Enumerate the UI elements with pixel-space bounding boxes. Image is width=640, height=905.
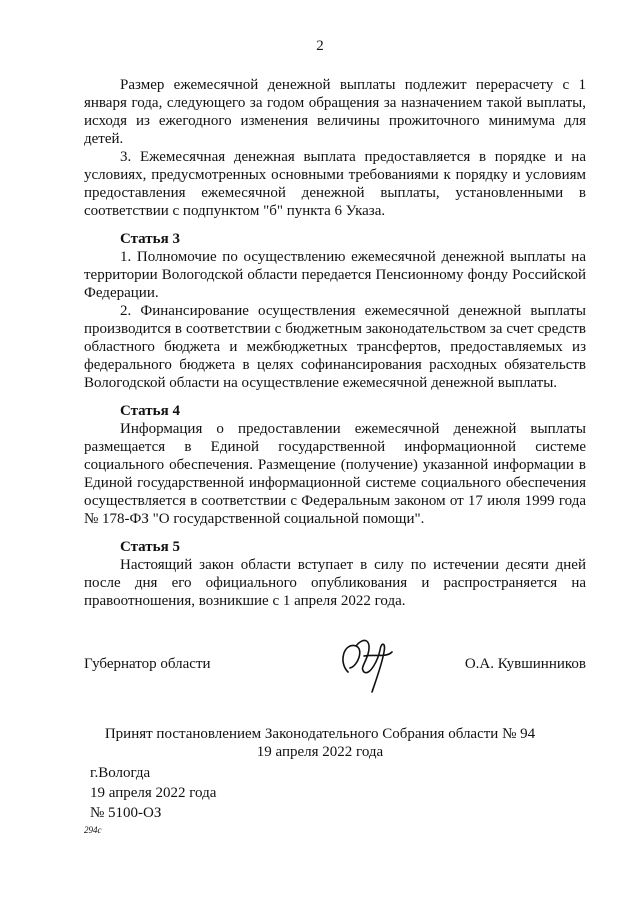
document-code: 294с	[84, 825, 102, 835]
adoption-line-2: 19 апреля 2022 года	[256, 744, 384, 760]
article-4-paragraph: Информация о предоставлении ежемесячной денежной выплаты размещается в Единой государственной информационной системе социального обеспечения. Размещение (получение) указанной информации в Единой государственной информационной системе социального обеспечения осуществляется в соответствии с Федеральным законом от 17 июля 1999 года № 178-ФЗ "О государственной социальной помощи".	[84, 421, 586, 527]
signer-position: Губернатор области	[84, 656, 211, 672]
paragraph-3: 3. Ежемесячная денежная выплата предоставляется в порядке и на условиях, предусмотренных основными требованиями к порядку и условиям предоставления ежемесячной денежной выплаты, установленными в соответствии с подпунктом "б" пункта 6 Указа.	[84, 149, 586, 219]
article-3-paragraph-2: 2. Финансирование осуществления ежемесячной денежной выплаты производится в соответствии с бюджетным законодательством за счет средств областного бюджета и межбюджетных трансфертов, предоставляемых из федерального бюджета в целях софинансирования расходных обязательств Вологодской области на осуществление ежемесячной денежной выплаты.	[84, 303, 586, 391]
article-5-heading: Статья 5	[120, 539, 180, 555]
city: г.Вологда	[90, 765, 151, 781]
article-5-paragraph: Настоящий закон области вступает в силу по истечении десяти дней после дня его официального опубликования и распространяется на правоотношения, возникшие с 1 апреля 2022 года.	[84, 557, 586, 609]
place-date-number	[90, 763, 216, 823]
article-3-heading: Статья 3	[120, 231, 180, 247]
adoption-line-1: Принят постановлением Законодательного Собрания области № 94	[104, 726, 536, 742]
page-number: 2	[316, 38, 324, 54]
signer-name: О.А. Кувшинников	[464, 656, 586, 672]
article-4-heading: Статья 4	[120, 403, 180, 419]
paragraph-recalculation: Размер ежемесячной денежной выплаты подлежит перерасчету с 1 января года, следующего за годом обращения за назначением такой выплаты, исходя из ежегодного изменения величины прожиточного минимума для детей.	[84, 77, 586, 147]
document-body	[84, 76, 586, 610]
law-date: 19 апреля 2022 года	[90, 785, 217, 801]
adoption-note	[0, 725, 640, 761]
handwritten-signature	[334, 632, 404, 696]
article-3-paragraph-1: 1. Полномочие по осуществлению ежемесячной денежной выплаты на территории Вологодской области передается Пенсионному фонду Российской Федерации.	[84, 249, 586, 301]
law-number: № 5100-ОЗ	[90, 805, 162, 821]
